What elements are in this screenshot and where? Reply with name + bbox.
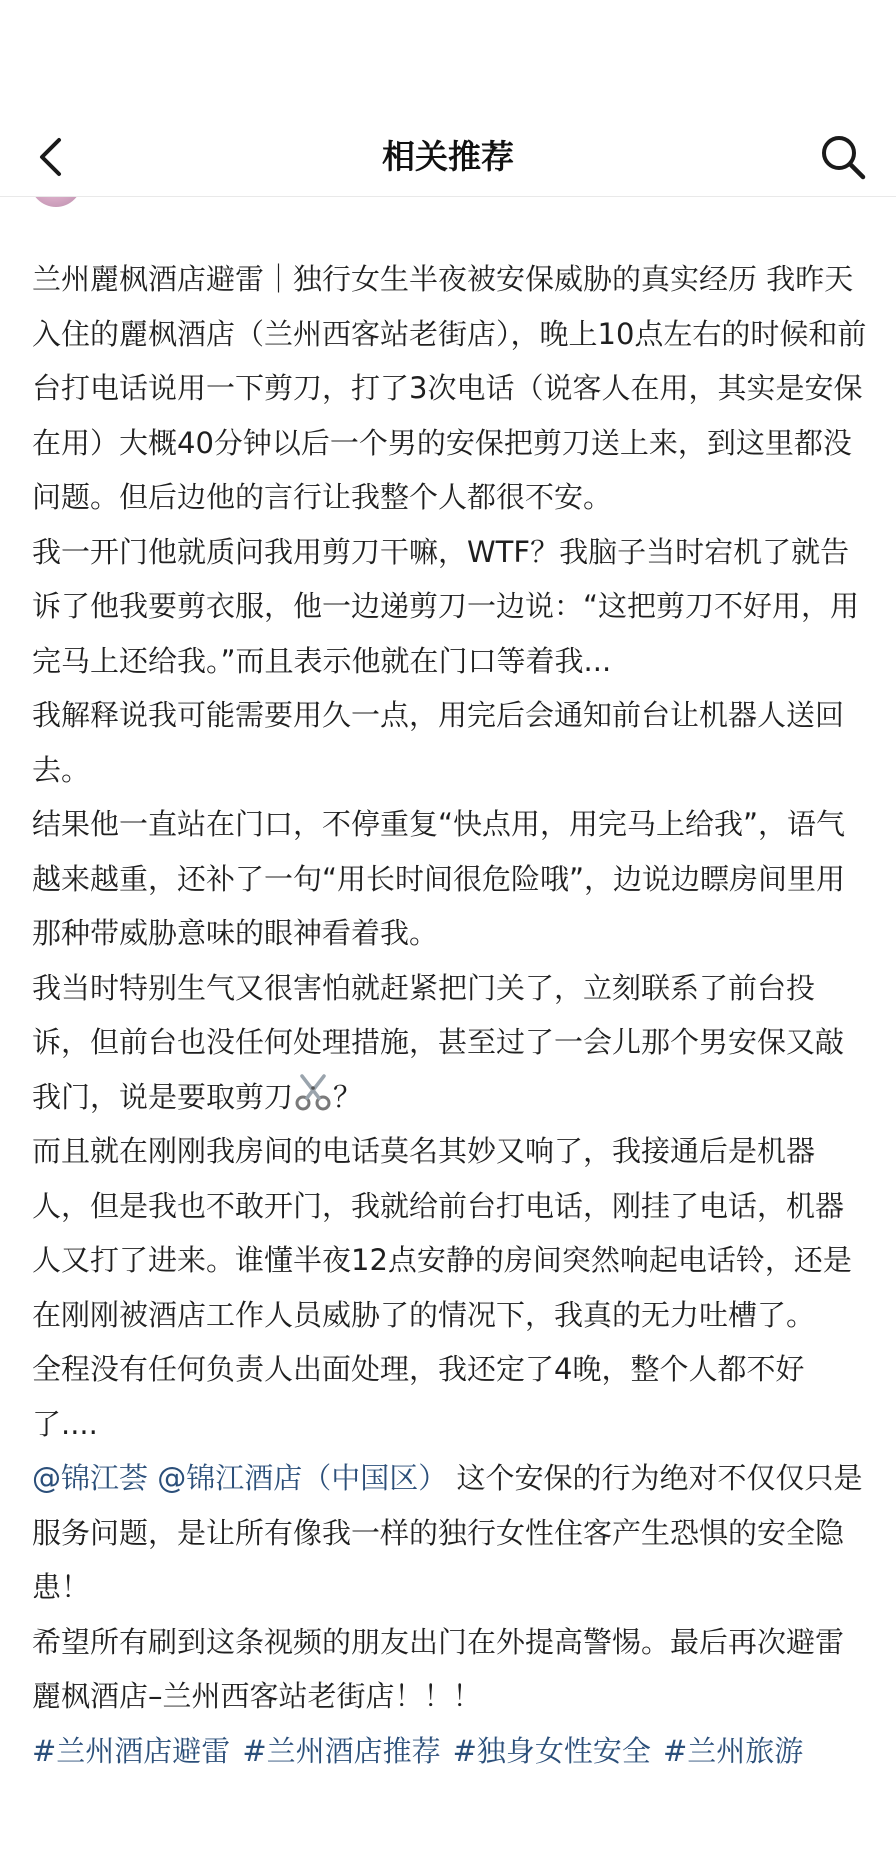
post-paragraph-3: 我解释说我可能需要用久一点，用完后会通知前台让机器人送回去。 [32, 698, 845, 787]
hashtag-link[interactable]: #独身女性安全 [452, 1733, 651, 1768]
post-paragraph-6: 而且就在刚刚我房间的电话莫名其妙又响了，我接通后是机器人，但是我也不敢开门，我就给前台打电话，刚挂了电话，机器人又打了进来。谁懂半夜12点安静的房间突然响起电话铃，还是在刚刚被酒店工作人员威胁了的情况下，我真的无力吐槽了。 [32, 1134, 852, 1332]
page-title: 相关推荐 [382, 137, 514, 176]
post-paragraph-2: 我一开门他就质问我用剪刀干嘛，WTF？我脑子当时宕机了就告诉了他我要剪衣服，他一边递剪刀一边说：“这把剪刀不好用，用完马上还给我。”而且表示他就在门口等着我... [32, 534, 860, 678]
post-paragraph-5 [32, 961, 868, 1125]
status-bar-area [0, 0, 896, 116]
post-paragraph-1: 兰州麗枫酒店避雷｜独行女生半夜被安保威胁的真实经历 我昨天入住的麗枫酒店（兰州西客站老街店），晚上10点左右的时候和前台打电话说用一下剪刀，打了3次电话（说客人在用，其实是安保在用）大概40分钟以后一个男的安保把剪刀送上来，到这里都没问题。但后边他的言行让我整个人都很不安。 [32, 262, 867, 514]
post-paragraph-9: 希望所有刷到这条视频的朋友出门在外提高警惕。最后再次避雷麗枫酒店–兰州西客站老街店！！！ [32, 1624, 845, 1713]
hashtag-list [32, 1724, 868, 1779]
post-content [32, 252, 868, 1778]
post-paragraph-8 [32, 1451, 868, 1615]
search-button[interactable] [818, 132, 868, 182]
post-paragraph-7: 全程没有任何负责人出面处理，我还定了4晚，整个人都不好了.... [32, 1352, 805, 1441]
post-paragraph-5-text: 我当时特别生气又很害怕就赶紧把门关了，立刻联系了前台投诉，但前台也没任何处理措施，甚至过了一会儿那个男安保又敲我门，说是要取剪刀 [32, 970, 845, 1114]
hashtag-link[interactable]: #兰州酒店避雷 [32, 1733, 231, 1768]
post-paragraph-4: 结果他一直站在门口，不停重复“快点用，用完马上给我”，语气越来越重，还补了一句“用长时间很危险哦”，边说边瞟房间里用那种带威胁意味的眼神看着我。 [32, 807, 846, 950]
search-icon [818, 132, 868, 182]
mention-link-jinjiang-hotels[interactable]: @锦江酒店（中国区） [157, 1461, 448, 1495]
post-paragraph-5-end: ？ [333, 1079, 363, 1114]
top-nav-bar [0, 116, 896, 197]
mention-link-jinjianghui[interactable]: @锦江荟 [32, 1461, 149, 1495]
hashtag-link[interactable]: #兰州酒店推荐 [242, 1733, 441, 1768]
post-paragraph-8-text: 这个安保的行为绝对不仅仅只是服务问题，是让所有像我一样的独行女性住客产生恐惧的安全隐患！ [32, 1461, 863, 1604]
hashtag-link[interactable]: #兰州旅游 [662, 1733, 804, 1768]
scissors-icon [293, 1073, 333, 1113]
